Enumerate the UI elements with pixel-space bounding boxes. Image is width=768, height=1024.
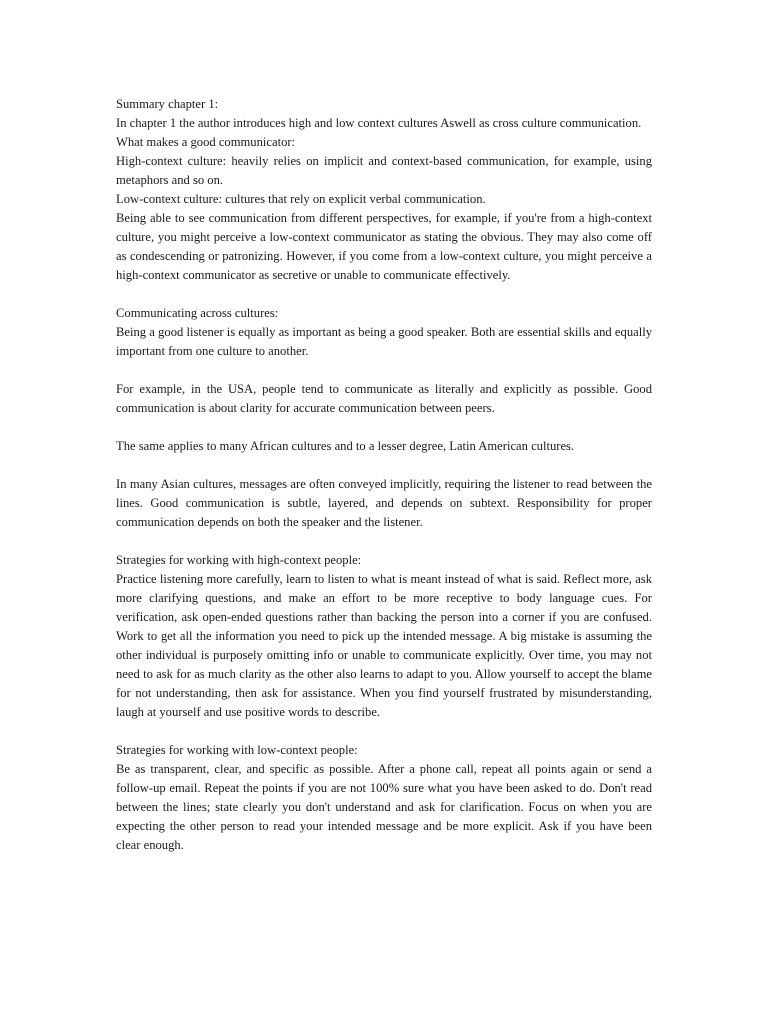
listener-paragraph: Being a good listener is equally as important as being a good speaker. Both are essential skills and equally important from one culture to another.	[116, 325, 652, 358]
low-context-definition: Low-context culture: cultures that rely on explicit verbal communication.	[116, 192, 486, 206]
paragraph-spacer	[116, 456, 652, 475]
intro-paragraph: In chapter 1 the author introduces high and low context cultures Aswell as cross culture communication.	[116, 116, 642, 130]
paragraph-spacer	[116, 532, 652, 551]
paragraph-spacer	[116, 722, 652, 741]
high-context-definition: High-context culture: heavily relies on implicit and context-based communication, for example, using metaphors and so on.	[116, 154, 652, 187]
paragraph-spacer	[116, 361, 652, 380]
asian-paragraph: In many Asian cultures, messages are often conveyed implicitly, requiring the listener to read between the lines. Good communication is subtle, layered, and depends on subtext. Responsibility for proper communication depends on both the speaker and the listener.	[116, 477, 652, 529]
document-page	[116, 95, 652, 855]
subheading-high-context-strategies: Strategies for working with high-context people:	[116, 553, 362, 567]
usa-paragraph: For example, in the USA, people tend to communicate as literally and explicitly as possible. Good communication is about clarity for accurate communication between peers.	[116, 382, 652, 415]
paragraph-spacer	[116, 285, 652, 304]
perspectives-paragraph: Being able to see communication from different perspectives, for example, if you're from a high-context culture, you might perceive a low-context communicator as stating the obvious. They may also come off as condescending or patronizing. However, if you come from a low-context culture, you might perceive a high-context communicator as secretive or unable to communicate effectively.	[116, 211, 652, 282]
low-context-strategies-paragraph: Be as transparent, clear, and specific as possible. After a phone call, repeat all points again or send a follow-up email. Repeat the points if you are not 100% sure what you have been asked to do. Don't read between the lines; state clearly you don't understand and ask for clarification. Focus on when you are expecting the other person to read your intended message and be more explicit. Ask if you have been clear enough.	[116, 762, 652, 852]
subheading-good-communicator: What makes a good communicator:	[116, 135, 296, 149]
chapter-title: Summary chapter 1:	[116, 97, 219, 111]
subheading-low-context-strategies: Strategies for working with low-context people:	[116, 743, 358, 757]
african-paragraph: The same applies to many African cultures and to a lesser degree, Latin American cultures.	[116, 439, 575, 453]
subheading-across-cultures: Communicating across cultures:	[116, 306, 279, 320]
high-context-strategies-paragraph: Practice listening more carefully, learn to listen to what is meant instead of what is said. Reflect more, ask more clarifying questions, and make an effort to be more receptive to body language cues. For verification, ask open-ended questions rather than backing the person into a corner if you are confused. Work to get all the information you need to pick up the intended message. A big mistake is assuming the other individual is purposely omitting info or unable to communicate explicitly. Over time, you may not need to ask for as much clarity as the other also learns to adapt to you. Allow yourself to accept the blame for not understanding, then ask for assistance. When you find yourself frustrated by misunderstanding, laugh at yourself and use positive words to describe.	[116, 572, 652, 719]
paragraph-spacer	[116, 418, 652, 437]
